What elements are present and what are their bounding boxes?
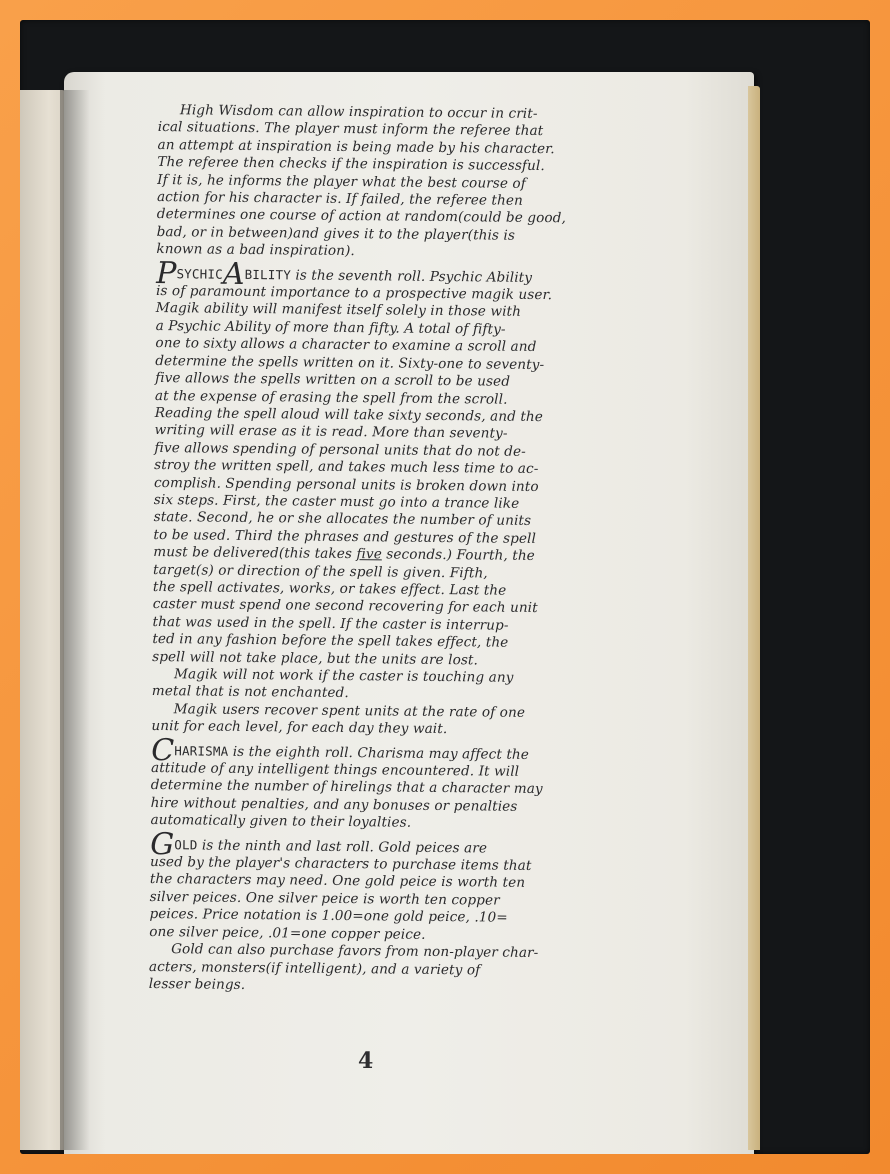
charisma-section (150, 732, 631, 835)
heading-rest: is the ninth and last roll. Gold peices are (197, 837, 488, 857)
text-line: Reading the spell aloud will take sixty seconds, and the (154, 404, 544, 425)
page-number: 4 (358, 1048, 374, 1074)
gold-section (148, 826, 631, 999)
text-line: one silver peice, .01=one copper peice. (149, 923, 426, 943)
text-line: determines one course of action at random(could be good, (156, 206, 567, 227)
heading-word: BILITY (244, 266, 292, 283)
text-line: stroy the written spell, and takes much less time to ac- (154, 457, 539, 478)
text-line: a Psychic Ability of more than fifty. A total of fifty- (155, 317, 506, 338)
text-line: ical situations. The player must inform the referee that (157, 119, 544, 140)
text-line: The referee then checks if the inspiration is successful. (157, 154, 545, 175)
text-line: the spell activates, works, or takes effect. Last the (152, 578, 507, 599)
book-photo (20, 20, 870, 1154)
text-line: one to sixty allows a character to examine a scroll and (155, 335, 537, 356)
text-line: writing will erase as it is read. More than seventy- (154, 422, 508, 442)
text-line: an attempt at inspiration is being made by his character. (157, 136, 555, 157)
text-line: lesser beings. (148, 975, 246, 993)
text-line: ted in any fashion before the spell takes effect, the (152, 631, 509, 651)
text-line: determine the spells written on it. Sixty-one to seventy- (155, 352, 545, 373)
text-line: automatically given to their loyalties. (150, 812, 412, 831)
text-line: High Wisdom can allow inspiration to occur in crit- (179, 102, 538, 122)
psychic-ability-section (151, 255, 636, 741)
drop-cap-g: G (150, 826, 175, 862)
page-text (149, 102, 638, 998)
text-line: acters, monsters(if intelligent), and a variety of (148, 958, 481, 978)
text-line: known as a bad inspiration). (156, 241, 355, 260)
text-line: hire without penalties, and any bonuses or penalties (150, 794, 518, 815)
text-fragment: seconds.) Fourth, the (381, 546, 535, 565)
text-line: used by the player's characters to purchase items that (149, 854, 532, 875)
text-line: metal that is not enchanted. (151, 683, 349, 702)
text-line: peices. Price notation is 1.00=one gold peice, .10= (149, 906, 508, 926)
text-line: state. Second, he or she allocates the number of units (153, 509, 532, 530)
text-line: five allows the spells written on a scroll to be used (155, 370, 511, 390)
text-line: target(s) or direction of the spell is given. Fifth, (153, 561, 488, 582)
underlined-word: five (356, 546, 382, 563)
drop-cap-c: C (151, 732, 175, 768)
wisdom-paragraph (156, 102, 638, 264)
text-line: Gold can also purchase favors from non-player char- (171, 941, 539, 962)
text-line: action for his character is. If failed, the referee then (156, 189, 523, 209)
text-line: that was used in the spell. If the caster is interrup- (152, 613, 509, 634)
text-line: the characters may need. One gold peice is worth ten (149, 871, 526, 892)
text-fragment: must be delivered(this takes (153, 544, 357, 563)
heading-word: HARISMA (174, 742, 229, 759)
text-line: attitude of any intelligent things encountered. It will (150, 759, 520, 780)
psychic-heading-line (156, 255, 636, 292)
text-line: silver peices. One silver peice is worth ten copper (149, 888, 500, 909)
heading-rest: is the eighth roll. Charisma may affect the (228, 743, 530, 763)
page-stack-edge (748, 86, 760, 1150)
heading-word: OLD (174, 836, 198, 853)
text-line: caster must spend one second recovering for each unit (152, 596, 538, 617)
text-line: Magik ability will manifest itself solely in those with (155, 300, 522, 321)
text-line: Magik will not work if the caster is touching any (173, 666, 514, 686)
text-line: is of paramount importance to a prospective magik user. (155, 283, 553, 304)
drop-cap-a: A (222, 256, 245, 292)
text-line: bad, or in between)and gives it to the player(this is (156, 223, 516, 244)
text-line: six steps. First, the caster must go into a trance like (153, 491, 520, 512)
heading-rest: is the seventh roll. Psychic Ability (290, 267, 533, 286)
text-line: unit for each level, for each day they wait. (151, 718, 448, 738)
text-line: Magik users recover spent units at the rate of one (173, 701, 526, 721)
text-line: If it is, he informs the player what the best course of (157, 171, 526, 192)
gutter-shadow (60, 90, 90, 1150)
heading-word: SYCHIC (176, 265, 223, 282)
text-line: complish. Spending personal units is broken down into (153, 474, 539, 495)
text-line: spell will not take place, but the units are lost. (152, 648, 479, 668)
drop-cap-p: P (156, 255, 177, 291)
text-line: at the expense of erasing the spell from the scroll. (154, 387, 508, 408)
text-line: five allows spending of personal units that do not de- (154, 439, 526, 460)
text-line: determine the number of hirelings that a character may (150, 777, 543, 798)
text-line: to be used. Third the phrases and gestures of the spell (153, 526, 537, 547)
